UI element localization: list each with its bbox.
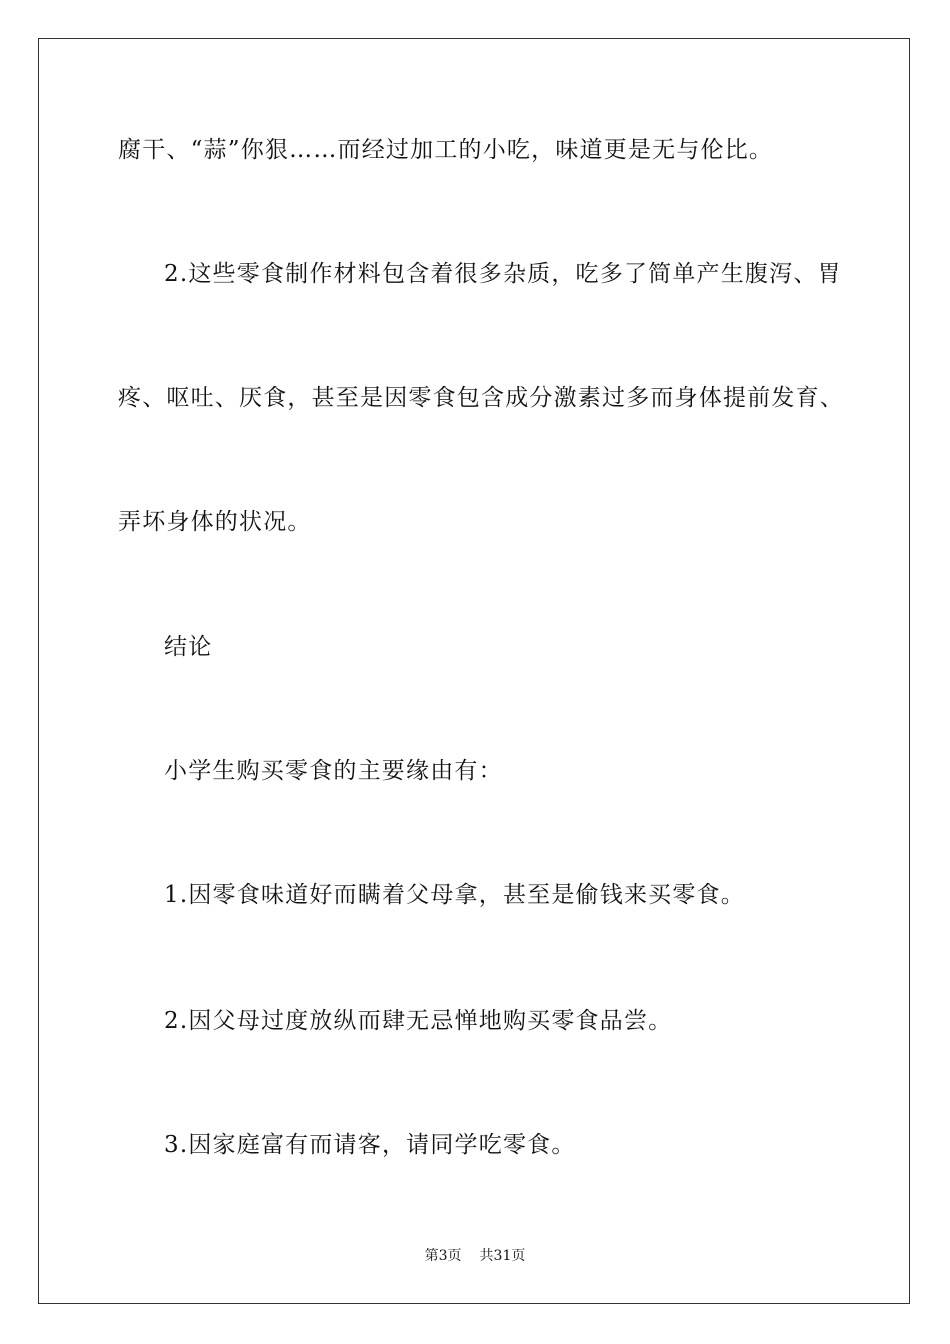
- paragraph-line: 腐干、“蒜”你狠……而经过加工的小吃，味道更是无与伦比。: [118, 137, 774, 163]
- list-item: 2.因父母过度放纵而肆无忌惮地购买零食品尝。: [164, 1008, 673, 1034]
- list-item: 3.因家庭富有而请客，请同学吃零食。: [164, 1132, 576, 1158]
- section-heading: 结论: [164, 634, 213, 660]
- page-number: 第3页: [424, 1248, 462, 1264]
- page-footer: [0, 1246, 950, 1266]
- paragraph-line: 疼、呕吐、厌食，甚至是因零食包含成分激素过多而身体提前发育、: [118, 385, 844, 411]
- paragraph-line: 2.这些零食制作材料包含着很多杂质，吃多了简单产生腹泻、胃: [164, 261, 842, 287]
- paragraph-line: 小学生购买零食的主要缘由有：: [164, 758, 503, 784]
- page-border: [38, 38, 910, 1304]
- paragraph-line: 弄坏身体的状况。: [118, 509, 312, 535]
- total-pages: 共31页: [479, 1248, 526, 1264]
- list-item: 1.因零食味道好而瞒着父母拿，甚至是偷钱来买零食。: [164, 882, 745, 908]
